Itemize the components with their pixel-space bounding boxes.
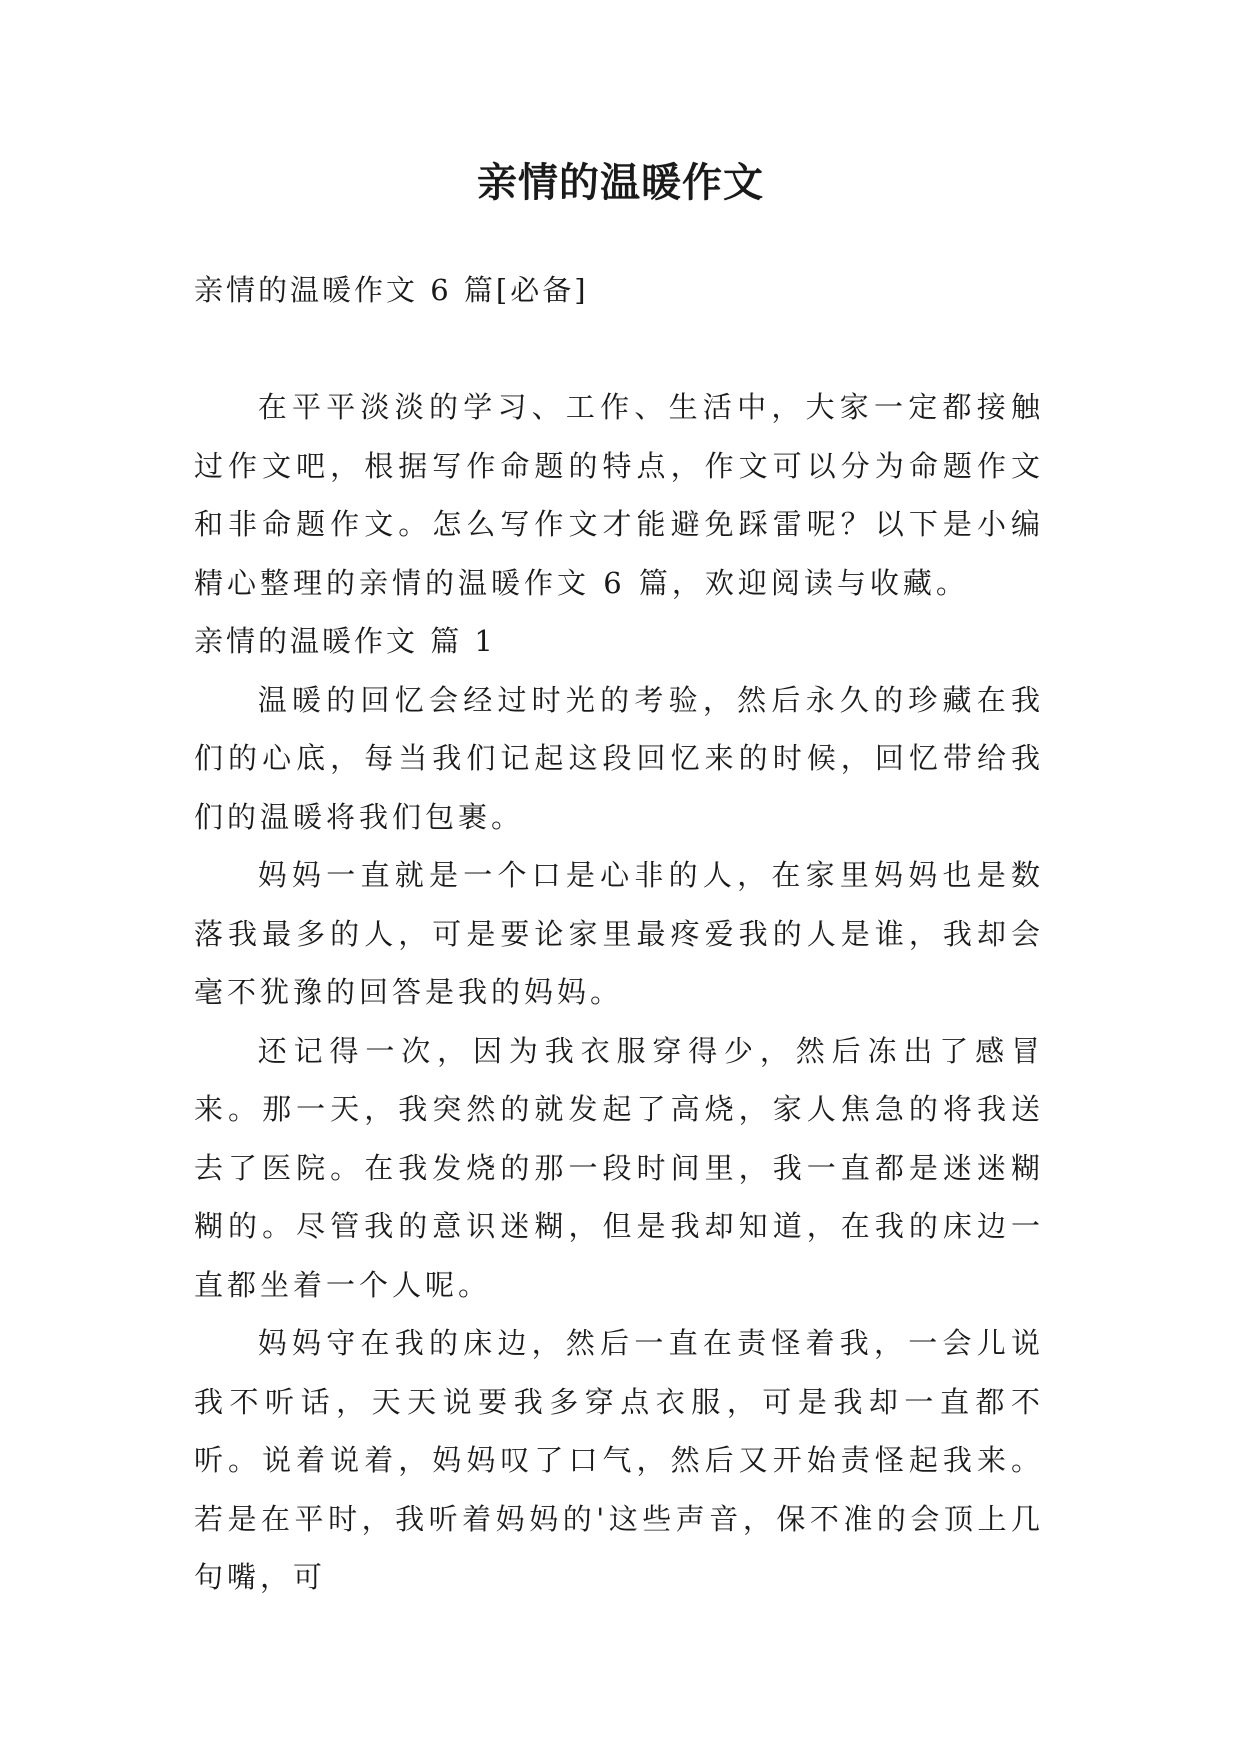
section-heading: 亲情的温暖作文 篇 1 (194, 624, 496, 658)
document-subtitle: 亲情的温暖作文 6 篇[必备] (194, 273, 589, 307)
body-paragraph: 妈妈一直就是一个口是心非的人，在家里妈妈也是数落我最多的人，可是要论家里最疼爱我的人是谁，我却会毫不犹豫的回答是我的妈妈。 (194, 858, 1044, 1009)
body-paragraph: 妈妈守在我的床边，然后一直在责怪着我，一会儿说我不听话，天天说要我多穿点衣服，可是我却一直都不听。说着说着，妈妈叹了口气，然后又开始责怪起我来。若是在平时，我听着妈妈的'这些声音，保不准的会顶上几句嘴，可 (194, 1326, 1044, 1594)
blank-line (194, 320, 1044, 379)
document-body (194, 261, 1044, 1607)
document-title: 亲情的温暖作文 (477, 160, 764, 206)
body-paragraph: 温暖的回忆会经过时光的考验，然后永久的珍藏在我们的心底，每当我们记起这段回忆来的时候，回忆带给我们的温暖将我们包裹。 (194, 682, 1044, 834)
intro-paragraph: 在平平淡淡的学习、工作、生活中，大家一定都接触过作文吧，根据写作命题的特点，作文可以分为命题作文和非命题作文。怎么写作文才能避免踩雷呢？以下是小编精心整理的亲情的温暖作文 6 篇，欢迎阅读与收藏。 (194, 390, 1044, 600)
body-paragraph: 还记得一次，因为我衣服穿得少，然后冻出了感冒来。那一天，我突然的就发起了高烧，家人焦急的将我送去了医院。在我发烧的那一段时间里，我一直都是迷迷糊糊的。尽管我的意识迷糊，但是我却知道，在我的床边一直都坐着一个人呢。 (194, 1033, 1044, 1302)
